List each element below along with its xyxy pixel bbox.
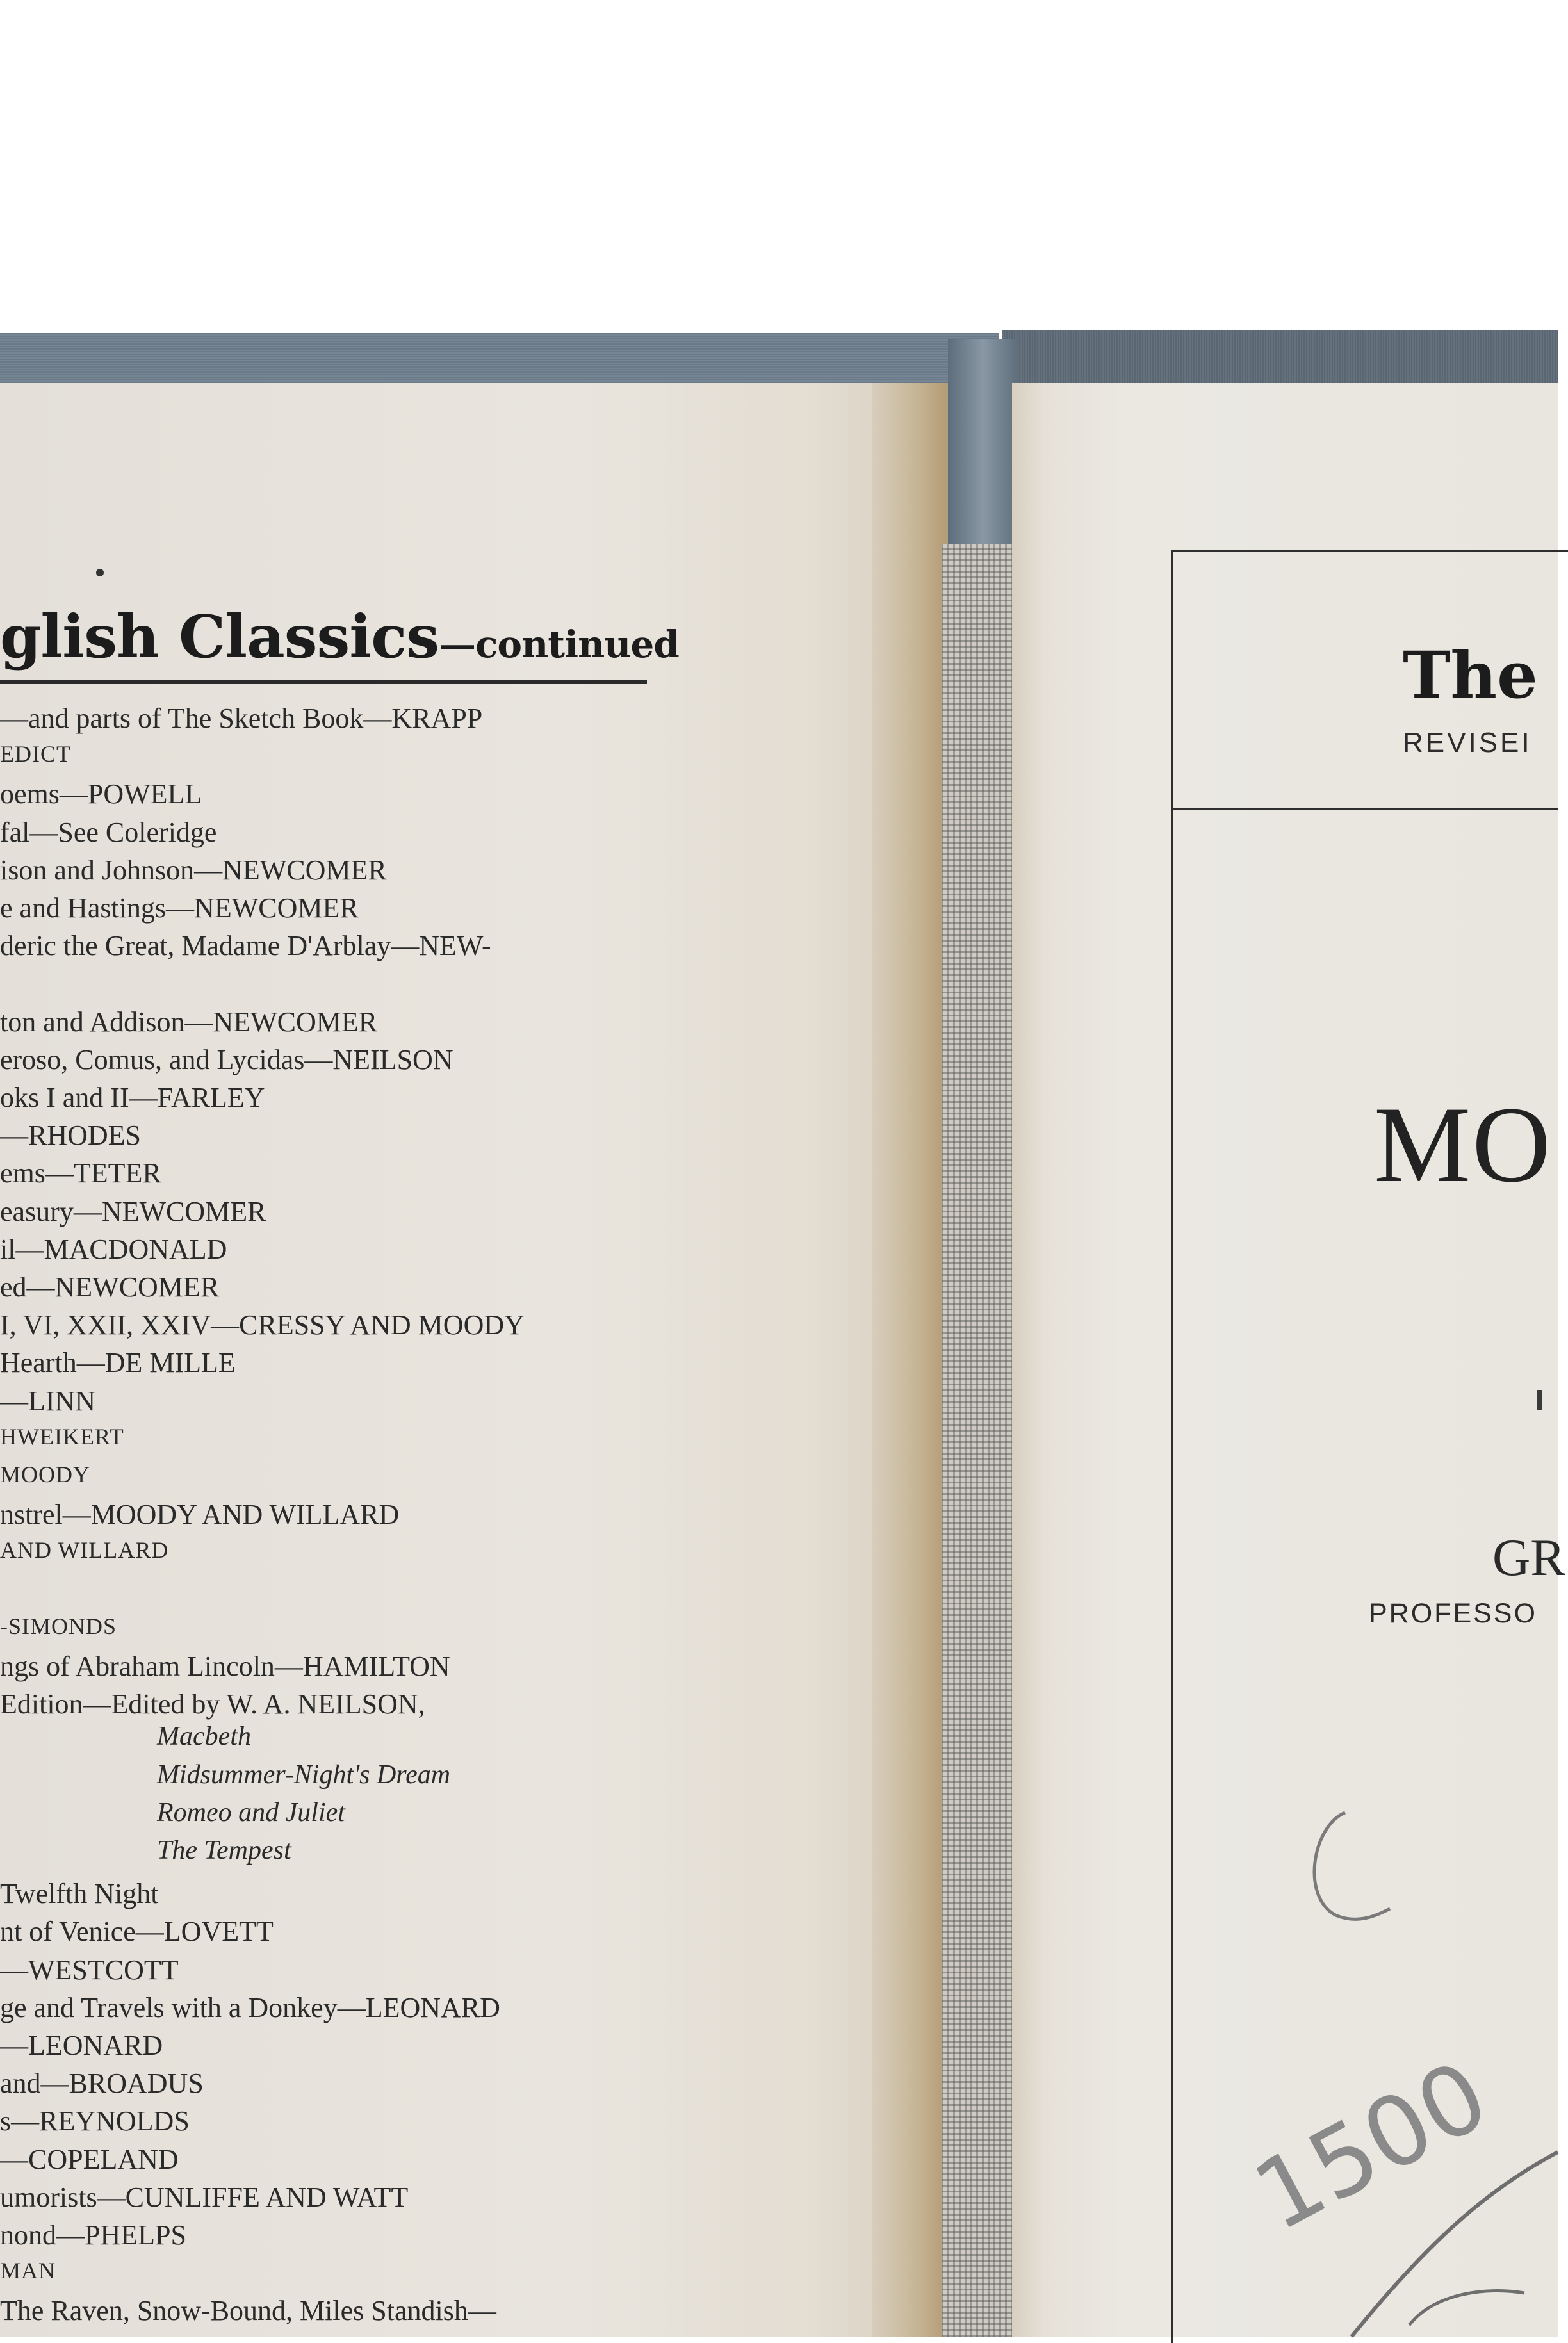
- list-entry: ge and Travels with a Donkey—LEONARD: [0, 1991, 500, 2023]
- list-entry: il—MACDONALD: [0, 1233, 227, 1265]
- play-title: Romeo and Juliet: [157, 1797, 345, 1827]
- list-entry: The Raven, Snow-Bound, Miles Standish—: [0, 2295, 496, 2327]
- list-entry: easury—NEWCOMER: [0, 1195, 266, 1227]
- list-entry: -SIMONDS: [0, 1613, 117, 1639]
- list-entry: —and parts of The Sketch Book—KRAPP: [0, 703, 483, 734]
- list-entry: —RHODES: [0, 1120, 142, 1152]
- list-entry: umorists—CUNLIFFE AND WATT: [0, 2181, 409, 2213]
- revised-label: REVISEI: [1403, 727, 1532, 758]
- ink-dot: [96, 569, 104, 576]
- list-entry: —LEONARD: [0, 2030, 163, 2061]
- list-entry: AND WILLARD: [0, 1537, 169, 1563]
- list-entry: ems—TETER: [0, 1157, 161, 1189]
- pencil-stroke-2: [1409, 2291, 1524, 2325]
- list-entry: ton and Addison—NEWCOMER: [0, 1006, 378, 1038]
- pencil-curve: [1314, 1813, 1390, 1919]
- list-heading: [0, 602, 679, 673]
- list-entry: ngs of Abraham Lincoln—HAMILTON: [0, 1651, 450, 1682]
- list-entry: nond—PHELPS: [0, 2219, 186, 2251]
- list-entry: fal—See Coleridge: [0, 816, 217, 848]
- list-entry: oks I and II—FARLEY: [0, 1082, 265, 1113]
- play-title: Midsummer-Night's Dream: [157, 1759, 451, 1790]
- professor-label: PROFESSO: [1369, 1598, 1537, 1629]
- author-name: GR: [1492, 1528, 1565, 1587]
- list-entry: Edition—Edited by W. A. NEILSON,: [0, 1688, 425, 1720]
- list-entry: Hearth—DE MILLE: [0, 1347, 236, 1379]
- list-entry: oems—POWELL: [0, 778, 202, 810]
- list-entry: e and Hastings—NEWCOMER: [0, 892, 359, 924]
- play-title: Macbeth: [157, 1722, 251, 1752]
- pencil-annotation: [1217, 1729, 1558, 2337]
- book-title: MO: [1374, 1084, 1552, 1205]
- list-entry: EDICT: [0, 741, 71, 767]
- play-title: The Tempest: [157, 1836, 291, 1865]
- list-entry: —COPELAND: [0, 2143, 179, 2175]
- series-title: The: [1403, 637, 1538, 713]
- list-entry: nstrel—MOODY AND WILLARD: [0, 1499, 400, 1531]
- list-entry: MOODY: [0, 1462, 91, 1487]
- list-entry: ison and Johnson—NEWCOMER: [0, 854, 387, 886]
- list-entry: and—BROADUS: [0, 2068, 204, 2100]
- list-entry: s—REYNOLDS: [0, 2105, 190, 2137]
- list-entry: —WESTCOTT: [0, 1954, 179, 1986]
- list-entry: nt of Venice—LOVETT: [0, 1916, 274, 1948]
- list-entry: MAN: [0, 2258, 56, 2284]
- title-mark: [1537, 1390, 1542, 1410]
- list-entry: I, VI, XXII, XXIV—CRESSY AND MOODY: [0, 1309, 525, 1341]
- title-page-rule: [1173, 808, 1558, 810]
- list-heading-main: glish Classics: [0, 602, 439, 671]
- list-entry: ed—NEWCOMER: [0, 1271, 220, 1303]
- list-entry: HWEIKERT: [0, 1423, 124, 1449]
- list-heading-continued: —continued: [439, 623, 679, 666]
- list-entry: eroso, Comus, and Lycidas—NEILSON: [0, 1043, 453, 1075]
- heading-rule: [0, 680, 647, 684]
- list-entry: —LINN: [0, 1385, 96, 1417]
- list-entry: Twelfth Night: [0, 1878, 159, 1910]
- spine-cloth: [948, 339, 1018, 551]
- list-entry: deric the Great, Madame D'Arblay—NEW-: [0, 930, 491, 962]
- pencil-note: 1500: [1237, 2039, 1506, 2253]
